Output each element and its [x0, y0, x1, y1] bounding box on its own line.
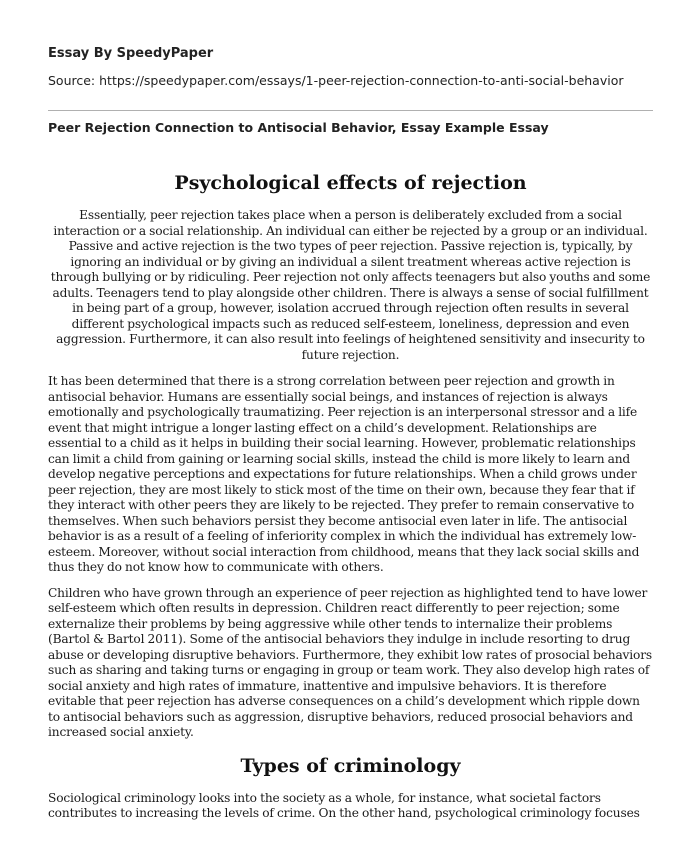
- section-heading: Psychological effects of rejection: [174, 172, 527, 194]
- source-line: Source: https://speedypaper.com/essays/1-peer-rejection-connection-to-anti-social-behavior: [48, 73, 624, 88]
- paragraph: Sociological criminology looks into the society as a whole, for instance, what societal factors contributes to increasing the levels of crime. On the other hand, psychological criminology focuses: [48, 790, 640, 820]
- document-title: Peer Rejection Connection to Antisocial Behavior, Essay Example Essay: [48, 120, 549, 135]
- paragraph: Essentially, peer rejection takes place when a person is deliberately excluded from a social interaction or a social relationship. An individual can either be rejected by a group or an individual. Passive and active rejection is the two types of peer rejection. Passive rejection is, typically, by ignoring an individual or by giving an individual a silent treatment whereas active rejection is through bullying or by ridiculing. Peer rejection not only affects teenagers but also youths and some adults. Teenagers tend to play alongside other children. There is always a sense of social fulfillment in being part of a group, however, isolation accrued through rejection often results in several different psychological impacts such as reduced self-esteem, loneliness, depression and even aggression. Furthermore, it can also result into feelings of heightened sensitivity and insecurity to future rejection.: [50, 208, 651, 362]
- paragraph: It has been determined that there is a strong correlation between peer rejection and growth in antisocial behavior. Humans are essentially social beings, and instances of rejection is always emotionally and psychologically traumatizing. Peer rejection is an interpersonal stressor and a life event that might intrigue a longer lasting effect on a child’s development. Relationships are essential to a child as it helps in building their social learning. However, problematic relationships can limit a child from gaining or learning social skills, instead the child is more likely to learn and develop negative perceptions and expectations for future relationships. When a child grows under peer rejection, they are most likely to stick most of the time on their own, because they fear that if they interact with other peers they are likely to be rejected. They prefer to remain conservative to themselves. When such behaviors persist they become antisocial even later in life. The antisocial behavior is as a result of a feeling of inferiority complex in which the individual has extremely low-esteem. Moreover, without social interaction from childhood, means that they lack social skills and thus they do not know how to communicate with others.: [48, 374, 640, 574]
- paragraph: Children who have grown through an experience of peer rejection as highlighted tend to have lower self-esteem which often results in depression. Children react differently to peer rejection; some externalize their problems by being aggressive while other tends to internalize their problems (Bartol & Bartol 2011). Some of the antisocial behaviors they indulge in include resorting to drug abuse or developing disruptive behaviors. Furthermore, they exhibit low rates of prosocial behaviors such as sharing and taking turns or engaging in group or team work. They also develop high rates of social anxiety and high rates of immature, inattentive and impulsive behaviors. It is therefore evitable that peer rejection has adverse consequences on a child’s development which ripple down to antisocial behaviors such as aggression, disruptive behaviors, reduced prosocial behaviors and increased social anxiety.: [48, 585, 653, 739]
- header-divider: [48, 110, 653, 111]
- section-heading: Types of criminology: [240, 754, 461, 777]
- brand-label: Essay By SpeedyPaper: [48, 46, 214, 61]
- essay-body: [48, 170, 653, 832]
